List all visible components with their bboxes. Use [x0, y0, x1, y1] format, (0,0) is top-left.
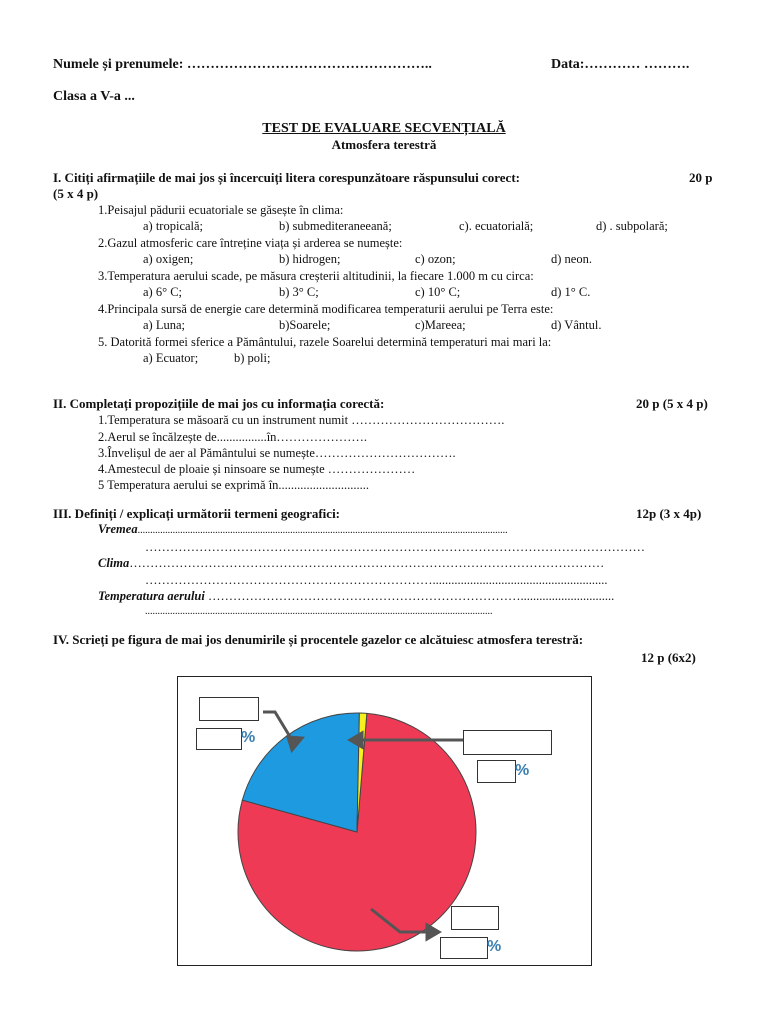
q2-option-b: b) hidrogen; — [279, 252, 341, 266]
section3-heading: III. Definiți / explicați următorii termeni geografici: — [53, 506, 341, 521]
fill-item-5: 5 Temperatura aerului se exprimă în............................. — [98, 478, 370, 492]
section4-heading: IV. Scrieți pe figura de mai jos denumirile și procentele gazelor ce alcătuiesc atmosfera terestră: — [53, 632, 584, 647]
q4-option-b: b)Soarele; — [279, 318, 331, 332]
q3-option-b: b) 3° C; — [279, 285, 319, 299]
name-field-line: Numele și prenumele: …………………………………………….. — [53, 57, 432, 72]
answer-line: ………………………………………………………………….............................. — [207, 589, 615, 603]
gas-name-box-yellow[interactable] — [463, 730, 552, 755]
term-vremea: Vremea — [98, 522, 138, 536]
section3-points: 12p (3 x 4p) — [636, 506, 702, 521]
percent-sign: % — [241, 729, 256, 746]
gas-percent-box-red[interactable] — [440, 937, 488, 959]
q4-option-a: a) Luna; — [143, 318, 185, 332]
fill-item-4: 4.Amestecul de ploaie și ninsoare se numește ………………… — [98, 462, 416, 476]
q1-option-b: b) submediteraneeană; — [279, 219, 392, 233]
gas-name-box-blue[interactable] — [199, 697, 259, 721]
answer-line: ……………………………………………………………........................................................ — [145, 573, 608, 587]
question-5: 5. Datorită formei sferice a Pământului, razele Soarelui determină temperaturi mai mari la: — [98, 335, 552, 349]
question-4: 4.Principala sursă de energie care determină modificarea temperaturii aerului pe Terra este: — [98, 302, 554, 316]
q2-option-c: c) ozon; — [415, 252, 456, 266]
section1-points: 20 p — [689, 170, 713, 185]
test-subtitle: Atmosfera terestră — [331, 137, 437, 152]
fill-item-3: 3.Învelișul de aer al Pământului se numește……………………………. — [98, 446, 456, 460]
date-field-line: Data:………… ………. — [551, 57, 690, 72]
fill-item-2: 2.Aerul se încălzește de................în…………………. — [98, 430, 368, 444]
q2-option-d: d) neon. — [551, 252, 592, 266]
answer-line: ………………………………………………………………………………………………………… — [145, 540, 645, 554]
question-2: 2.Gazul atmosferic care întreține viața și arderea se numește: — [98, 236, 403, 250]
class-line: Clasa a V-a ... — [53, 89, 135, 104]
answer-line: …………………………………………………………………………………………………… — [129, 556, 605, 570]
section1-heading: I. Citiți afirmațiile de mai jos și încercuiți litera corespunzătoare răspunsului corect: — [53, 170, 520, 185]
percent-sign: % — [515, 762, 530, 779]
question-1: 1.Peisajul pădurii ecuatoriale se găsește în clima: — [98, 203, 344, 217]
q1-option-c: c). ecuatorială; — [459, 219, 534, 233]
q3-option-d: d) 1° C. — [551, 285, 591, 299]
q1-option-d: d) . subpolară; — [596, 219, 668, 233]
gas-percent-box-yellow[interactable] — [477, 760, 516, 783]
q5-option-a: a) Ecuator; — [143, 351, 199, 365]
question-3: 3.Temperatura aerului scade, pe măsura creșterii altitudinii, la fiecare 1.000 m cu circa: — [98, 269, 534, 283]
q3-option-c: c) 10° C; — [415, 285, 461, 299]
q4-option-c: c)Mareea; — [415, 318, 466, 332]
section2-heading: II. Completați propozițiile de mai jos cu informația corectă: — [53, 396, 385, 411]
test-title: TEST DE EVALUARE SECVENȚIALĂ — [262, 121, 506, 136]
q4-option-d: d) Vântul. — [551, 318, 602, 332]
fill-item-1: 1.Temperatura se măsoară cu un instrument numit ………………………………. — [98, 413, 505, 427]
section1-points-detail: (5 x 4 p) — [53, 186, 99, 201]
arrow-head — [427, 925, 439, 939]
q1-option-a: a) tropicală; — [143, 219, 204, 233]
section2-points: 20 p (5 x 4 p) — [636, 396, 708, 411]
section4-points: 12 p (6x2) — [641, 650, 696, 665]
term-clima: Clima — [98, 556, 130, 570]
percent-sign: % — [487, 938, 502, 955]
q2-option-a: a) oxigen; — [143, 252, 194, 266]
gas-name-box-red[interactable] — [451, 906, 499, 930]
answer-line: .................................................................................................................................................... — [137, 525, 508, 536]
answer-line: ........................................................................................................................................... — [145, 606, 493, 617]
term-temperatura-aerului: Temperatura aerului — [98, 589, 205, 603]
q3-option-a: a) 6° C; — [143, 285, 183, 299]
gas-percent-box-blue[interactable] — [196, 728, 242, 750]
q5-option-b: b) poli; — [234, 351, 271, 365]
